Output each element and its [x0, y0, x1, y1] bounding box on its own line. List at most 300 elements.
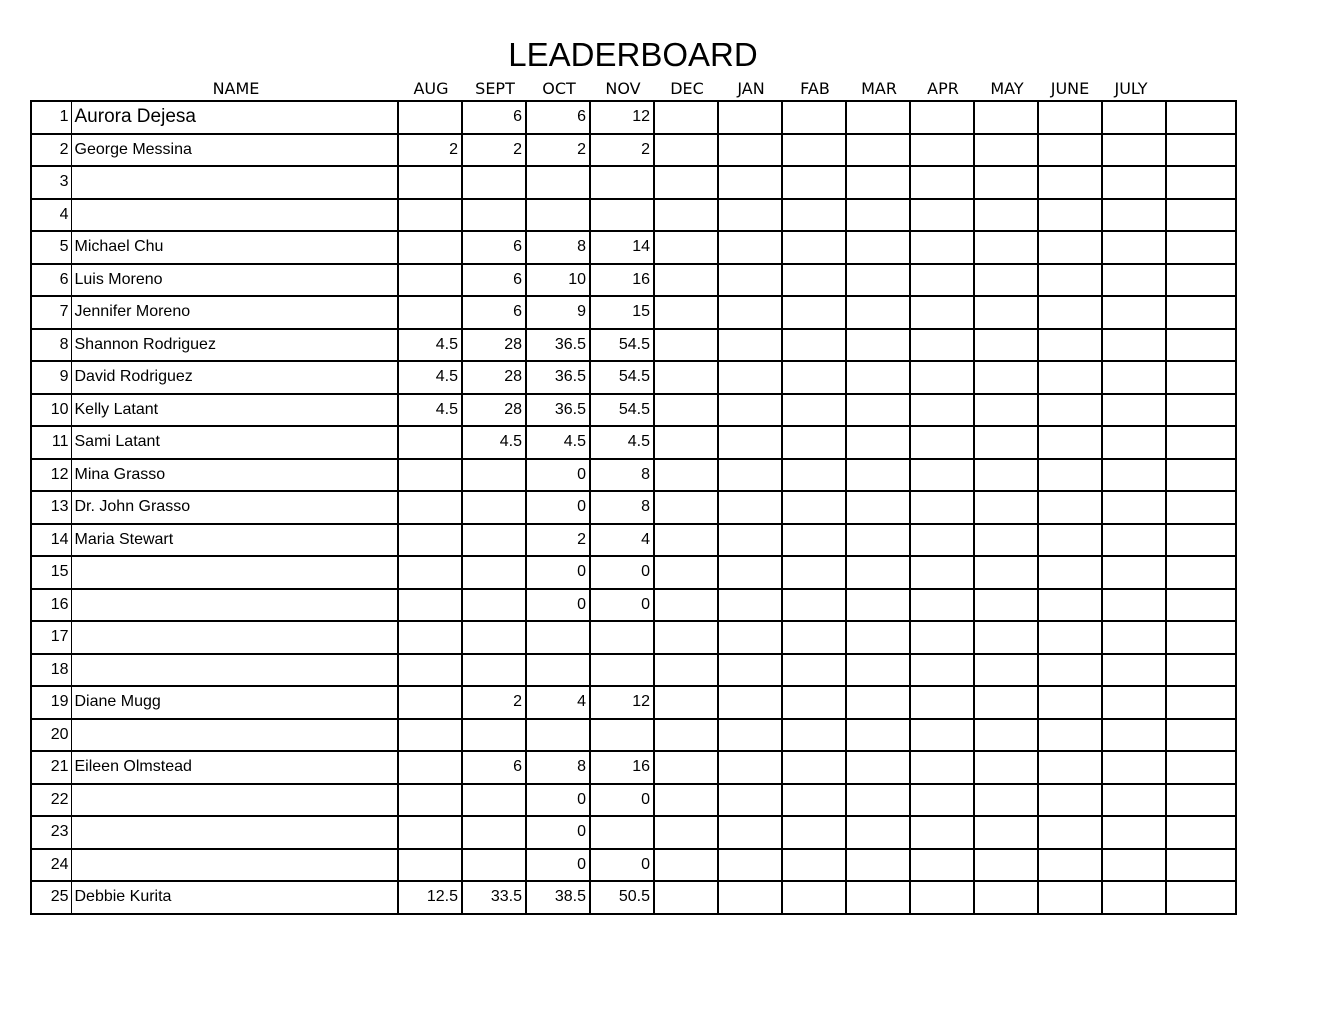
empty-cell — [782, 459, 846, 492]
empty-cell — [974, 686, 1038, 719]
score-cell-aug — [398, 816, 462, 849]
empty-cell — [1038, 199, 1102, 232]
name-cell: Sami Latant — [71, 426, 398, 459]
empty-cell — [974, 101, 1038, 134]
empty-cell — [1166, 101, 1236, 134]
empty-cell — [846, 621, 910, 654]
score-cell-sept: 33.5 — [462, 881, 526, 914]
empty-cell — [1166, 199, 1236, 232]
table-row — [31, 166, 1236, 199]
score-cell-oct — [526, 654, 590, 687]
table-row — [31, 231, 1236, 264]
empty-cell — [974, 426, 1038, 459]
name-cell — [71, 199, 398, 232]
empty-cell — [1038, 134, 1102, 167]
empty-cell — [718, 329, 782, 362]
empty-cell — [1102, 459, 1166, 492]
column-header-name: NAME — [212, 79, 260, 98]
score-cell-sept — [462, 719, 526, 752]
empty-cell — [910, 751, 974, 784]
empty-cell — [782, 686, 846, 719]
score-cell-aug — [398, 589, 462, 622]
empty-cell — [910, 556, 974, 589]
empty-cell — [910, 654, 974, 687]
empty-cell — [654, 491, 718, 524]
empty-cell — [718, 296, 782, 329]
score-cell-aug — [398, 849, 462, 882]
empty-cell — [654, 524, 718, 557]
column-header-oct: OCT — [542, 79, 576, 98]
empty-cell — [910, 264, 974, 297]
row-number: 3 — [31, 166, 71, 199]
empty-cell — [782, 394, 846, 427]
score-cell-oct — [526, 166, 590, 199]
table-row — [31, 459, 1236, 492]
score-cell-nov: 16 — [590, 751, 654, 784]
name-cell: Shannon Rodriguez — [71, 329, 398, 362]
empty-cell — [1038, 849, 1102, 882]
score-cell-nov: 4.5 — [590, 426, 654, 459]
empty-cell — [718, 394, 782, 427]
empty-cell — [1166, 751, 1236, 784]
empty-cell — [974, 459, 1038, 492]
empty-cell — [654, 751, 718, 784]
score-cell-oct — [526, 621, 590, 654]
empty-cell — [846, 719, 910, 752]
empty-cell — [846, 426, 910, 459]
empty-cell — [782, 199, 846, 232]
score-cell-nov — [590, 816, 654, 849]
empty-cell — [910, 101, 974, 134]
score-cell-aug — [398, 784, 462, 817]
score-cell-sept: 6 — [462, 751, 526, 784]
score-cell-sept — [462, 621, 526, 654]
empty-cell — [654, 686, 718, 719]
name-cell — [71, 784, 398, 817]
name-cell: Mina Grasso — [71, 459, 398, 492]
score-cell-oct: 0 — [526, 589, 590, 622]
score-cell-aug: 4.5 — [398, 394, 462, 427]
score-cell-aug — [398, 556, 462, 589]
empty-cell — [846, 686, 910, 719]
score-cell-oct: 36.5 — [526, 394, 590, 427]
table-row — [31, 849, 1236, 882]
empty-cell — [1102, 296, 1166, 329]
row-number: 10 — [31, 394, 71, 427]
empty-cell — [782, 556, 846, 589]
table-row — [31, 751, 1236, 784]
empty-cell — [1166, 784, 1236, 817]
empty-cell — [1166, 134, 1236, 167]
empty-cell — [910, 816, 974, 849]
empty-cell — [654, 589, 718, 622]
name-cell: Dr. John Grasso — [71, 491, 398, 524]
score-cell-sept — [462, 524, 526, 557]
score-cell-oct: 4 — [526, 686, 590, 719]
empty-cell — [718, 556, 782, 589]
score-cell-sept: 4.5 — [462, 426, 526, 459]
score-cell-nov: 8 — [590, 459, 654, 492]
empty-cell — [846, 394, 910, 427]
column-header-fab: FAB — [800, 79, 830, 98]
score-cell-sept: 6 — [462, 231, 526, 264]
empty-cell — [1038, 426, 1102, 459]
score-cell-sept: 6 — [462, 264, 526, 297]
name-cell: Luis Moreno — [71, 264, 398, 297]
empty-cell — [846, 166, 910, 199]
empty-cell — [1038, 816, 1102, 849]
table-row — [31, 816, 1236, 849]
name-cell: Maria Stewart — [71, 524, 398, 557]
row-number: 23 — [31, 816, 71, 849]
column-header-sept: SEPT — [475, 79, 515, 98]
empty-cell — [1102, 751, 1166, 784]
row-number: 6 — [31, 264, 71, 297]
name-cell: David Rodriguez — [71, 361, 398, 394]
name-cell — [71, 719, 398, 752]
score-cell-oct: 2 — [526, 524, 590, 557]
score-cell-nov: 14 — [590, 231, 654, 264]
row-number: 15 — [31, 556, 71, 589]
table-row — [31, 134, 1236, 167]
row-number: 9 — [31, 361, 71, 394]
score-cell-sept: 6 — [462, 101, 526, 134]
empty-cell — [1038, 264, 1102, 297]
empty-cell — [974, 654, 1038, 687]
empty-cell — [846, 654, 910, 687]
empty-cell — [1038, 361, 1102, 394]
empty-cell — [718, 686, 782, 719]
empty-cell — [782, 849, 846, 882]
column-header-dec: DEC — [670, 79, 704, 98]
empty-cell — [1166, 296, 1236, 329]
empty-cell — [718, 524, 782, 557]
empty-cell — [782, 816, 846, 849]
score-cell-oct: 38.5 — [526, 881, 590, 914]
empty-cell — [782, 524, 846, 557]
empty-cell — [1166, 231, 1236, 264]
row-number: 4 — [31, 199, 71, 232]
empty-cell — [846, 556, 910, 589]
empty-cell — [1166, 491, 1236, 524]
score-cell-sept: 6 — [462, 296, 526, 329]
score-cell-aug — [398, 686, 462, 719]
score-cell-sept: 2 — [462, 686, 526, 719]
table-row — [31, 296, 1236, 329]
score-cell-aug: 4.5 — [398, 329, 462, 362]
empty-cell — [1038, 881, 1102, 914]
empty-cell — [782, 264, 846, 297]
table-row — [31, 394, 1236, 427]
empty-cell — [1166, 589, 1236, 622]
empty-cell — [910, 491, 974, 524]
empty-cell — [1038, 231, 1102, 264]
score-cell-nov — [590, 166, 654, 199]
empty-cell — [718, 589, 782, 622]
empty-cell — [1102, 784, 1166, 817]
empty-cell — [1102, 621, 1166, 654]
empty-cell — [718, 784, 782, 817]
empty-cell — [1102, 101, 1166, 134]
empty-cell — [910, 524, 974, 557]
score-cell-sept — [462, 589, 526, 622]
score-cell-aug — [398, 719, 462, 752]
name-cell: George Messina — [71, 134, 398, 167]
empty-cell — [782, 166, 846, 199]
score-cell-oct: 0 — [526, 491, 590, 524]
name-cell: Kelly Latant — [71, 394, 398, 427]
empty-cell — [1102, 524, 1166, 557]
empty-cell — [1166, 394, 1236, 427]
empty-cell — [974, 524, 1038, 557]
empty-cell — [782, 231, 846, 264]
score-cell-nov: 12 — [590, 101, 654, 134]
empty-cell — [846, 491, 910, 524]
empty-cell — [654, 816, 718, 849]
empty-cell — [974, 134, 1038, 167]
empty-cell — [782, 621, 846, 654]
name-cell: Debbie Kurita — [71, 881, 398, 914]
score-cell-aug: 12.5 — [398, 881, 462, 914]
score-cell-sept — [462, 849, 526, 882]
empty-cell — [846, 264, 910, 297]
empty-cell — [1102, 361, 1166, 394]
score-cell-nov: 50.5 — [590, 881, 654, 914]
empty-cell — [1166, 426, 1236, 459]
empty-cell — [846, 784, 910, 817]
score-cell-sept — [462, 654, 526, 687]
name-cell — [71, 166, 398, 199]
score-cell-nov — [590, 199, 654, 232]
empty-cell — [718, 199, 782, 232]
score-cell-nov — [590, 719, 654, 752]
empty-cell — [1166, 361, 1236, 394]
score-cell-aug — [398, 166, 462, 199]
empty-cell — [782, 589, 846, 622]
column-header-jan: JAN — [737, 79, 765, 98]
empty-cell — [782, 296, 846, 329]
empty-cell — [846, 296, 910, 329]
row-number: 16 — [31, 589, 71, 622]
empty-cell — [782, 101, 846, 134]
score-cell-aug — [398, 264, 462, 297]
empty-cell — [718, 231, 782, 264]
empty-cell — [654, 134, 718, 167]
table-row — [31, 524, 1236, 557]
table-row — [31, 784, 1236, 817]
empty-cell — [1102, 686, 1166, 719]
empty-cell — [1102, 199, 1166, 232]
empty-cell — [846, 751, 910, 784]
empty-cell — [846, 101, 910, 134]
row-number: 14 — [31, 524, 71, 557]
empty-cell — [1102, 264, 1166, 297]
table-row — [31, 426, 1236, 459]
empty-cell — [974, 361, 1038, 394]
name-cell — [71, 849, 398, 882]
empty-cell — [1166, 654, 1236, 687]
score-cell-oct: 6 — [526, 101, 590, 134]
empty-cell — [910, 719, 974, 752]
empty-cell — [910, 296, 974, 329]
empty-cell — [1102, 849, 1166, 882]
empty-cell — [846, 134, 910, 167]
empty-cell — [846, 524, 910, 557]
name-cell — [71, 816, 398, 849]
empty-cell — [718, 816, 782, 849]
empty-cell — [654, 784, 718, 817]
leaderboard-table — [30, 100, 1237, 915]
empty-cell — [1102, 654, 1166, 687]
score-cell-nov — [590, 621, 654, 654]
empty-cell — [974, 296, 1038, 329]
score-cell-oct — [526, 719, 590, 752]
empty-cell — [910, 199, 974, 232]
score-cell-aug — [398, 524, 462, 557]
score-cell-aug — [398, 296, 462, 329]
row-number: 7 — [31, 296, 71, 329]
empty-cell — [846, 849, 910, 882]
empty-cell — [718, 849, 782, 882]
empty-cell — [782, 491, 846, 524]
score-cell-oct — [526, 199, 590, 232]
empty-cell — [974, 621, 1038, 654]
empty-cell — [782, 654, 846, 687]
empty-cell — [1166, 816, 1236, 849]
row-number: 19 — [31, 686, 71, 719]
empty-cell — [1102, 329, 1166, 362]
score-cell-sept — [462, 556, 526, 589]
score-cell-nov: 2 — [590, 134, 654, 167]
empty-cell — [846, 881, 910, 914]
empty-cell — [654, 881, 718, 914]
column-header-july: JULY — [1114, 79, 1148, 98]
table-row — [31, 719, 1236, 752]
empty-cell — [1038, 296, 1102, 329]
empty-cell — [718, 719, 782, 752]
row-number: 12 — [31, 459, 71, 492]
empty-cell — [1038, 101, 1102, 134]
score-cell-nov: 16 — [590, 264, 654, 297]
score-cell-oct: 36.5 — [526, 361, 590, 394]
score-cell-aug — [398, 621, 462, 654]
empty-cell — [654, 394, 718, 427]
empty-cell — [718, 101, 782, 134]
empty-cell — [654, 654, 718, 687]
empty-cell — [974, 394, 1038, 427]
row-number: 13 — [31, 491, 71, 524]
column-header-apr: APR — [927, 79, 959, 98]
score-cell-aug — [398, 231, 462, 264]
empty-cell — [974, 719, 1038, 752]
empty-cell — [910, 686, 974, 719]
empty-cell — [1038, 556, 1102, 589]
row-number: 22 — [31, 784, 71, 817]
score-cell-sept — [462, 816, 526, 849]
name-cell: Jennifer Moreno — [71, 296, 398, 329]
row-number: 17 — [31, 621, 71, 654]
empty-cell — [846, 816, 910, 849]
empty-cell — [654, 361, 718, 394]
empty-cell — [974, 849, 1038, 882]
score-cell-oct: 0 — [526, 849, 590, 882]
score-cell-sept: 2 — [462, 134, 526, 167]
empty-cell — [910, 231, 974, 264]
score-cell-sept — [462, 166, 526, 199]
empty-cell — [1038, 654, 1102, 687]
column-header-mar: MAR — [861, 79, 897, 98]
table-row — [31, 361, 1236, 394]
empty-cell — [654, 556, 718, 589]
score-cell-sept: 28 — [462, 394, 526, 427]
score-cell-aug: 2 — [398, 134, 462, 167]
score-cell-oct: 8 — [526, 231, 590, 264]
empty-cell — [910, 329, 974, 362]
empty-cell — [1038, 329, 1102, 362]
row-number: 18 — [31, 654, 71, 687]
column-header-may: MAY — [990, 79, 1024, 98]
empty-cell — [910, 881, 974, 914]
row-number: 21 — [31, 751, 71, 784]
empty-cell — [1038, 491, 1102, 524]
empty-cell — [718, 751, 782, 784]
score-cell-nov: 0 — [590, 784, 654, 817]
empty-cell — [974, 329, 1038, 362]
empty-cell — [846, 329, 910, 362]
empty-cell — [1166, 881, 1236, 914]
name-cell: Michael Chu — [71, 231, 398, 264]
empty-cell — [654, 101, 718, 134]
empty-cell — [782, 134, 846, 167]
score-cell-nov: 0 — [590, 556, 654, 589]
empty-cell — [974, 231, 1038, 264]
empty-cell — [910, 394, 974, 427]
table-row — [31, 589, 1236, 622]
empty-cell — [974, 816, 1038, 849]
empty-cell — [1038, 166, 1102, 199]
empty-cell — [1038, 524, 1102, 557]
score-cell-sept — [462, 199, 526, 232]
name-cell: Diane Mugg — [71, 686, 398, 719]
row-number: 11 — [31, 426, 71, 459]
score-cell-nov: 15 — [590, 296, 654, 329]
empty-cell — [1166, 621, 1236, 654]
score-cell-oct: 36.5 — [526, 329, 590, 362]
row-number: 8 — [31, 329, 71, 362]
name-cell: Aurora Dejesa — [71, 101, 398, 134]
empty-cell — [1166, 719, 1236, 752]
empty-cell — [910, 849, 974, 882]
empty-cell — [654, 264, 718, 297]
score-cell-sept — [462, 784, 526, 817]
empty-cell — [846, 361, 910, 394]
empty-cell — [1166, 849, 1236, 882]
empty-cell — [718, 654, 782, 687]
empty-cell — [974, 751, 1038, 784]
row-number: 1 — [31, 101, 71, 134]
table-row — [31, 686, 1236, 719]
empty-cell — [1038, 394, 1102, 427]
empty-cell — [1102, 816, 1166, 849]
empty-cell — [1166, 166, 1236, 199]
row-number: 5 — [31, 231, 71, 264]
empty-cell — [1038, 719, 1102, 752]
score-cell-oct: 4.5 — [526, 426, 590, 459]
empty-cell — [718, 881, 782, 914]
empty-cell — [974, 784, 1038, 817]
score-cell-nov: 12 — [590, 686, 654, 719]
name-cell — [71, 621, 398, 654]
